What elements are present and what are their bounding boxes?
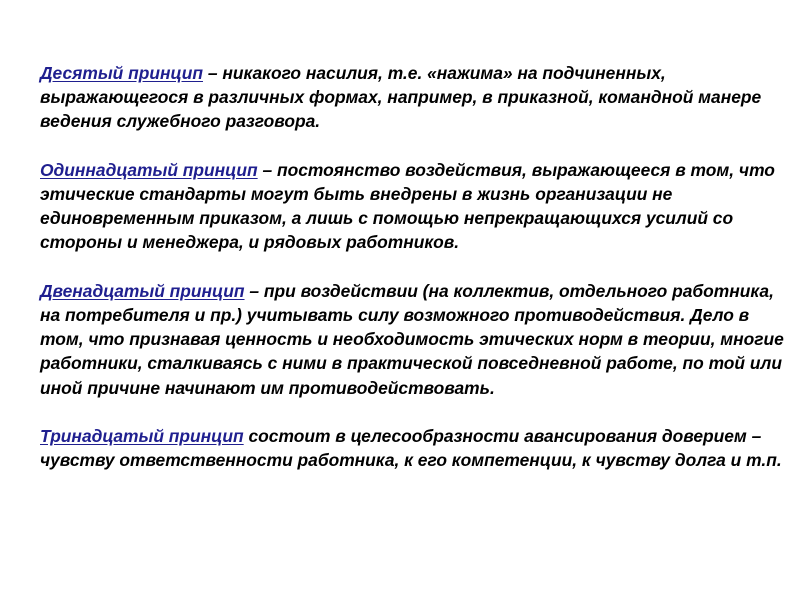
principles-text [40,61,792,472]
principle-10-paragraph [40,61,792,134]
principle-12-term: Двенадцатый принцип [40,280,245,301]
principle-13-term: Тринадцатый принцип [40,426,244,446]
principle-13-text: состоит в целесообразности авансирования доверием – чувству ответственности работника, к его компетенции, к чувству долга и т.п. [40,426,782,471]
principle-11-term: Одиннадцатый принцип [40,159,258,180]
principle-12-paragraph [40,279,792,400]
principle-10-term: Десятый принцип [40,63,203,83]
principle-11-paragraph [40,158,792,255]
principle-10-text: – никакого насилия, т.е. «нажима» на подчиненных, выражающегося в различных формах, например, в приказной, командной манере ведения служебного разговора. [40,63,762,132]
principle-11-text: – постоянство воздействия, выражающееся в том, что этические стандарты могут быть внедрены в жизнь организации не единовременным приказом, а лишь с помощью непрекращающихся усилий со стороны и менеджера, и рядовых работников. [40,159,775,253]
principle-13-paragraph [40,424,792,472]
principle-12-text: – при воздействии (на коллектив, отдельного работника, на потребителя и пр.) учитывать силу возможного противодействия. Дело в том, что признавая ценность и необходимость этических норм в теории, многие работники, сталкиваясь с ними в практической повседневной работе, по той или иной причине начинают им противодействовать. [40,280,784,398]
